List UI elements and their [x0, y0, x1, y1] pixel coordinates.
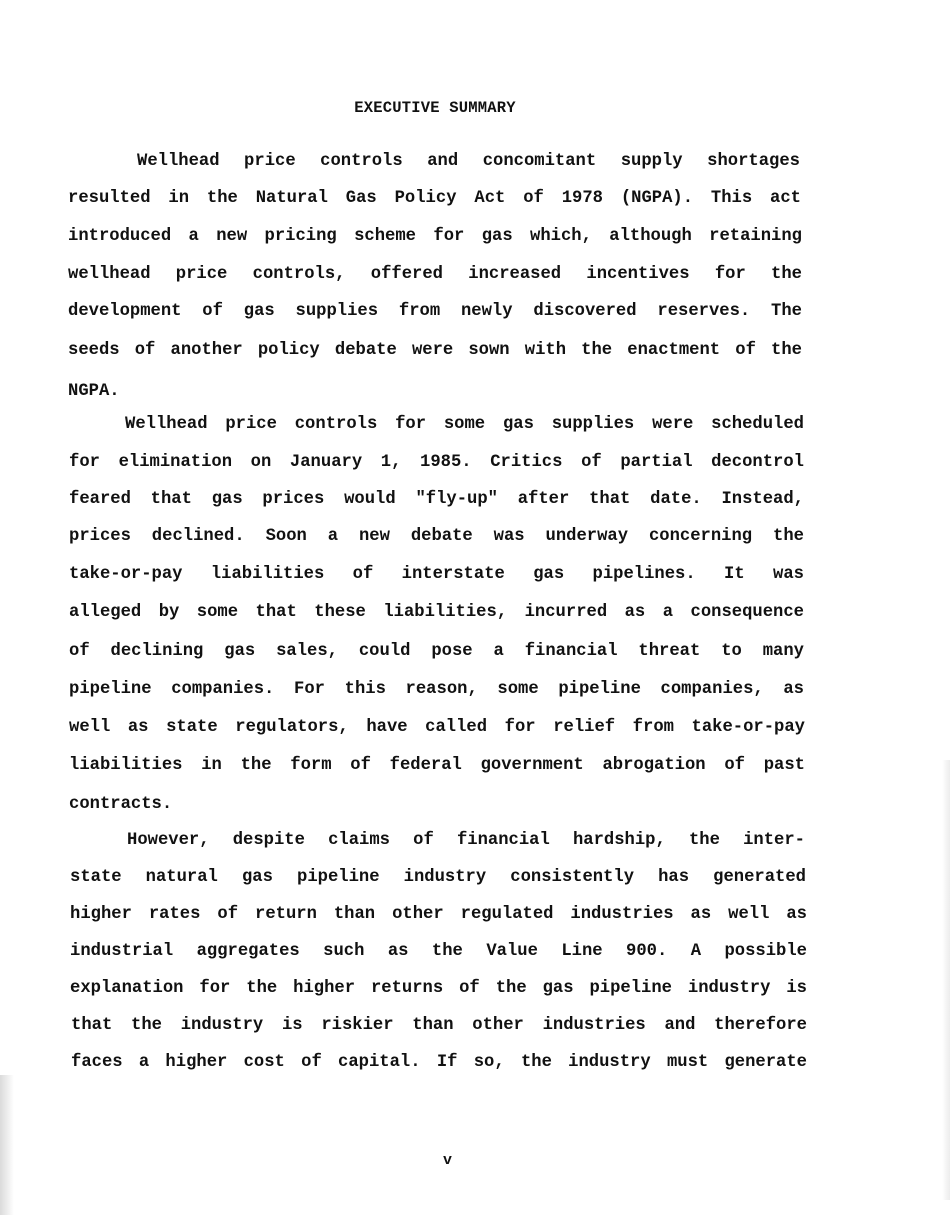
text-line: development of gas supplies from newly discovered reserves. The — [68, 302, 802, 321]
text-line: well as state regulators, have called for relief from take-or-pay — [69, 718, 805, 737]
text-line: liabilities in the form of federal government abrogation of past — [69, 756, 805, 775]
text-line: pipeline companies. For this reason, some pipeline companies, as — [69, 680, 804, 699]
text-line: state natural gas pipeline industry consistently has generated — [70, 868, 806, 887]
text-line: feared that gas prices would "fly-up" after that date. Instead, — [69, 490, 804, 509]
text-line: that the industry is riskier than other industries and therefore — [71, 1016, 807, 1035]
text-line: Wellhead price controls for some gas supplies were scheduled — [125, 415, 804, 434]
text-line: wellhead price controls, offered increased incentives for the — [68, 265, 802, 284]
scan-edge-shadow-right — [942, 760, 950, 1200]
text-line: of declining gas sales, could pose a financial threat to many — [69, 642, 804, 661]
text-line: faces a higher cost of capital. If so, the industry must generate — [71, 1053, 807, 1072]
text-line: take-or-pay liabilities of interstate gas pipelines. It was — [69, 565, 804, 584]
page-number: v — [442, 1152, 452, 1169]
text-line: higher rates of return than other regulated industries as well as — [70, 905, 807, 924]
text-line: prices declined. Soon a new debate was underway concerning the — [69, 527, 804, 546]
text-line: Wellhead price controls and concomitant supply shortages — [137, 152, 800, 171]
text-line: resulted in the Natural Gas Policy Act of 1978 (NGPA). This act — [68, 189, 801, 208]
text-line: contracts. — [69, 795, 173, 814]
scan-edge-shadow — [0, 1075, 14, 1215]
text-line: industrial aggregates such as the Value Line 900. A possible — [70, 942, 807, 961]
text-line: explanation for the higher returns of the gas pipeline industry is — [70, 979, 807, 998]
page-title: EXECUTIVE SUMMARY — [354, 99, 516, 117]
text-line: for elimination on January 1, 1985. Critics of partial decontrol — [69, 453, 804, 472]
text-line: seeds of another policy debate were sown with the enactment of the — [68, 341, 802, 360]
text-line: introduced a new pricing scheme for gas which, although retaining — [68, 227, 802, 246]
text-line: NGPA. — [68, 382, 120, 401]
text-line: However, despite claims of financial hardship, the inter- — [127, 831, 805, 850]
text-line: alleged by some that these liabilities, incurred as a consequence — [69, 603, 804, 622]
